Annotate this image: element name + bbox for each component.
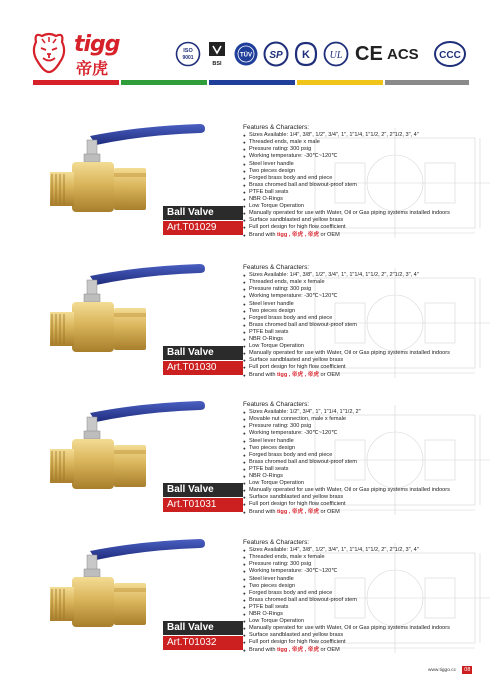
feature-item: ● Working temperature: -30℃~120℃ (243, 153, 495, 160)
brand-marks: tigg , 帝虎 , 帝虎 (277, 231, 319, 238)
feature-item: ● Full port design for high flow coefficient (243, 224, 495, 231)
feature-item: ● Full port design for high flow coefficient (243, 364, 495, 371)
feature-item: ● Steel lever handle (243, 438, 495, 445)
color-bar-green (121, 80, 207, 85)
feature-item: ● PTFE ball seats (243, 329, 495, 336)
feature-item: ● Surface sandblasted and yellow brass (243, 357, 495, 364)
svg-text:CCC: CCC (439, 50, 461, 61)
features-title: Features & Characters: (243, 539, 310, 546)
csa-icon (263, 40, 289, 70)
feature-item: ● Working temperature: -30℃~120℃ (243, 568, 495, 575)
svg-text:K: K (302, 49, 310, 61)
product-label (163, 483, 243, 512)
product-name: Ball Valve (163, 346, 243, 360)
product-section (0, 533, 500, 661)
feature-item: ● Two pieces design (243, 445, 495, 452)
features-block (243, 539, 495, 654)
brand-marks: tigg , 帝虎 , 帝虎 (277, 646, 319, 653)
feature-item: ● Forged brass body and end piece (243, 590, 495, 597)
feature-item: ● Manually operated for use with Water, Oil or Gas piping systems installed indoors (243, 350, 495, 357)
page-footer (428, 656, 472, 675)
feature-item: ● Surface sandblasted and yellow brass (243, 632, 495, 639)
feature-item: ● Forged brass body and end piece (243, 175, 495, 182)
feature-item: ● Brass chromed ball and blowout-proof stem (243, 182, 495, 189)
brand-item (243, 647, 495, 654)
iso-number: 9001 (182, 55, 194, 61)
feature-item: ● Low Torque Operation (243, 480, 495, 487)
feature-item: ● NBR O-Rings (243, 611, 495, 618)
ul-icon (323, 40, 349, 70)
feature-item: ● Sizes Available: 1/4", 3/8", 1/2", 3/4", 1", 1"1/4, 1"1/2, 2", 2"1/2, 3", 4" (243, 132, 495, 139)
feature-item: ● Two pieces design (243, 583, 495, 590)
color-bar-blue (209, 80, 295, 85)
product-section (0, 258, 500, 386)
product-label (163, 621, 243, 650)
feature-item: ● Forged brass body and end piece (243, 315, 495, 322)
certification-row (175, 40, 475, 74)
brand-prefix: Brand with (249, 371, 276, 378)
feature-item: ● Threaded ends, male x female (243, 279, 495, 286)
iso-9001-icon (175, 40, 201, 70)
feature-item: ● Sizes Available: 1/4", 3/8", 1/2", 3/4", 1", 1"1/4, 1"1/2, 2", 2"1/2, 3", 4" (243, 547, 495, 554)
feature-item: ● Low Torque Operation (243, 203, 495, 210)
footer-url: www.tiggo.cc (428, 668, 456, 673)
brand-item (243, 372, 495, 379)
page-number: 08 (464, 667, 471, 673)
article-number: Art.T01029 (163, 221, 243, 235)
feature-item: ● Low Torque Operation (243, 343, 495, 350)
acs-mark: ACS (387, 46, 419, 63)
features-list (243, 272, 495, 378)
feature-item: ● Steel lever handle (243, 301, 495, 308)
product-name: Ball Valve (163, 621, 243, 635)
color-bar-grey (385, 80, 469, 85)
svg-text:BSI: BSI (212, 61, 222, 67)
feature-item: ● PTFE ball seats (243, 604, 495, 611)
product-label (163, 346, 243, 375)
feature-item: ● Full port design for high flow coefficient (243, 639, 495, 646)
feature-item: ● Steel lever handle (243, 576, 495, 583)
feature-item: ● PTFE ball seats (243, 466, 495, 473)
page-header (0, 0, 500, 86)
feature-item: ● NBR O-Rings (243, 336, 495, 343)
product-name: Ball Valve (163, 483, 243, 497)
features-list (243, 547, 495, 653)
feature-item: ● Two pieces design (243, 308, 495, 315)
brand-suffix: or OEM (320, 508, 340, 515)
color-bar-red (33, 80, 119, 85)
feature-item: ● Pressure rating: 300 psig (243, 423, 495, 430)
product-label (163, 206, 243, 235)
feature-item: ● Brass chromed ball and blowout-proof stem (243, 322, 495, 329)
feature-item: ● Low Torque Operation (243, 618, 495, 625)
ccc-icon (433, 40, 467, 70)
feature-item: ● Steel lever handle (243, 161, 495, 168)
feature-item: ● Pressure rating: 300 psig (243, 286, 495, 293)
feature-item: ● Forged brass body and end piece (243, 452, 495, 459)
brand-prefix: Brand with (249, 508, 276, 515)
feature-item: ● PTFE ball seats (243, 189, 495, 196)
feature-item: ● NBR O-Rings (243, 473, 495, 480)
feature-item: ● Threaded ends, male x male (243, 139, 495, 146)
svg-text:TÜV: TÜV (240, 52, 252, 59)
brand-logo (30, 30, 160, 78)
features-title: Features & Characters: (243, 401, 310, 408)
brand-item (243, 232, 495, 239)
brand-item (243, 509, 495, 516)
brand-suffix: or OEM (320, 231, 340, 238)
feature-item: ● NBR O-Rings (243, 196, 495, 203)
feature-item: ● Manually operated for use with Water, Oil or Gas piping systems installed indoors (243, 210, 495, 217)
tiger-head-icon (30, 30, 68, 74)
article-number: Art.T01030 (163, 361, 243, 375)
brand-prefix: Brand with (249, 231, 276, 238)
features-block (243, 264, 495, 379)
features-block (243, 401, 495, 516)
brand-marks: tigg , 帝虎 , 帝虎 (277, 371, 319, 378)
features-list (243, 132, 495, 238)
feature-item: ● Brass chromed ball and blowout-proof stem (243, 597, 495, 604)
ce-mark: CE (355, 43, 383, 65)
svg-text:UL: UL (329, 50, 343, 61)
feature-item: ● Pressure rating: 300 psig (243, 561, 495, 568)
brand-suffix: or OEM (320, 646, 340, 653)
feature-item: ● Surface sandblasted and yellow brass (243, 494, 495, 501)
bsi-icon (205, 40, 229, 70)
product-section (0, 395, 500, 523)
features-block (243, 124, 495, 239)
feature-item: ● Movable nut connection, male x female (243, 416, 495, 423)
kc-icon (293, 40, 319, 70)
svg-text:SP: SP (269, 50, 283, 61)
brand-prefix: Brand with (249, 646, 276, 653)
product-section (0, 118, 500, 246)
feature-item: ● Full port design for high flow coefficient (243, 501, 495, 508)
feature-item: ● Sizes Available: 1/2", 3/4", 1", 1"1/4, 1"1/2, 2" (243, 409, 495, 416)
brand-chinese: 帝虎 (76, 59, 109, 78)
features-list (243, 409, 495, 515)
article-number: Art.T01031 (163, 498, 243, 512)
feature-item: ● Manually operated for use with Water, Oil or Gas piping systems installed indoors (243, 625, 495, 632)
feature-item: ● Sizes Available: 1/4", 3/8", 1/2", 3/4", 1", 1"1/4, 1"1/2, 2", 2"1/2, 3", 4" (243, 272, 495, 279)
feature-item: ● Two pieces design (243, 168, 495, 175)
feature-item: ● Working temperature: -30℃~120℃ (243, 293, 495, 300)
iso-text: ISO (183, 48, 193, 54)
features-title: Features & Characters: (243, 264, 310, 271)
features-title: Features & Characters: (243, 124, 310, 131)
article-number: Art.T01032 (163, 636, 243, 650)
feature-item: ● Pressure rating: 300 psig (243, 146, 495, 153)
feature-item: ● Working temperature: -30℃~120℃ (243, 430, 495, 437)
brand-suffix: or OEM (320, 371, 340, 378)
brand-marks: tigg , 帝虎 , 帝虎 (277, 508, 319, 515)
feature-item: ● Surface sandblasted and yellow brass (243, 217, 495, 224)
feature-item: ● Brass chromed ball and blowout-proof stem (243, 459, 495, 466)
tuv-icon (233, 40, 259, 70)
feature-item: ● Manually operated for use with Water, Oil or Gas piping systems installed indoors (243, 487, 495, 494)
brand-word: tigg (74, 32, 120, 57)
feature-item: ● Threaded ends, male x female (243, 554, 495, 561)
color-bar-yellow (297, 80, 383, 85)
product-name: Ball Valve (163, 206, 243, 220)
